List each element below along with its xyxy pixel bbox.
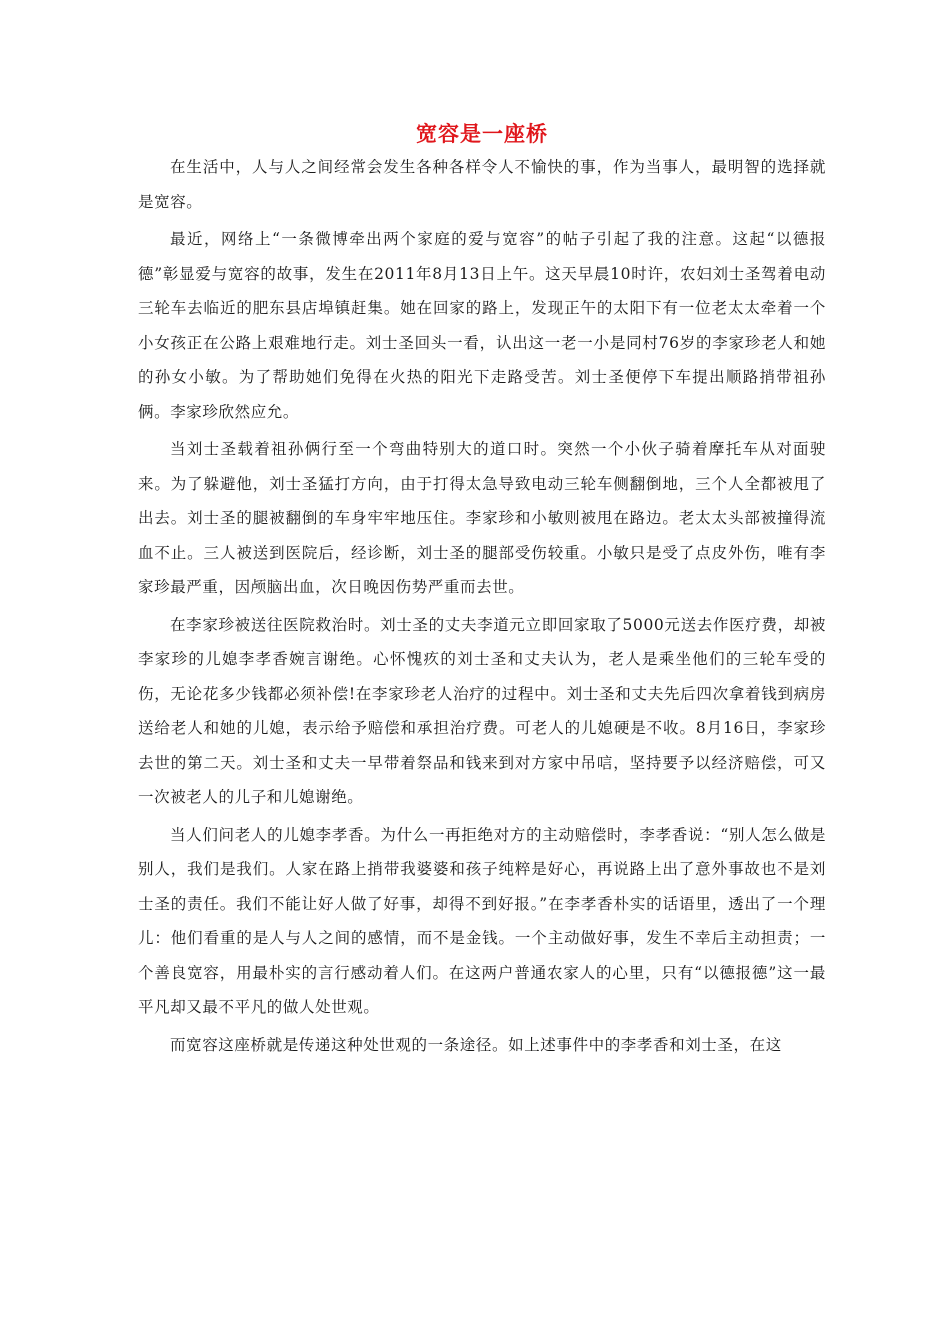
paragraph-2: 最近，网络上“一条微博牵出两个家庭的爱与宽容”的帖子引起了我的注意。这起“以德报德”彰显爱与宽容的故事，发生在2011年8月13日上午。这天早晨10时许，农妇刘士圣驾着电动三轮车去临近的肥东县店埠镇赶集。她在回家的路上，发现正午的太阳下有一位老太太牵着一个小女孩正在公路上艰难地行走。刘士圣回头一看，认出这一老一小是同村76岁的李家珍老人和她的孙女小敏。为了帮助她们免得在火热的阳光下走路受苦。刘士圣便停下车提出顺路捎带祖孙俩。李家珍欣然应允。: [138, 230, 826, 421]
paragraph-5: 当人们问老人的儿媳李孝香。为什么一再拒绝对方的主动赔偿时，李孝香说：“别人怎么做是别人，我们是我们。人家在路上捎带我婆婆和孩子纯粹是好心，再说路上出了意外事故也不是刘士圣的责任。我们不能让好人做了好事，却得不到好报。”在李孝香朴实的话语里，透出了一个理儿：他们看重的是人与人之间的感情，而不是金钱。一个主动做好事，发生不幸后主动担责；一个善良宽容，用最朴实的言行感动着人们。在这两户普通农家人的心里，只有“以德报德”这一最平凡却又最不平凡的做人处世观。: [138, 825, 826, 1016]
document-body: [138, 150, 826, 1062]
document-page: [138, 118, 826, 1065]
document-title: 宽容是一座桥: [416, 121, 548, 146]
paragraph-4: 在李家珍被送往医院救治时。刘士圣的丈夫李道元立即回家取了5000元送去作医疗费，却被李家珍的儿媳李孝香婉言谢绝。心怀愧疚的刘士圣和丈夫认为，老人是乘坐他们的三轮车受的伤，无论花多少钱都必须补偿!在李家珍老人治疗的过程中。刘士圣和丈夫先后四次拿着钱到病房送给老人和她的儿媳，表示给予赔偿和承担治疗费。可老人的儿媳硬是不收。8月16日，李家珍去世的第二天。刘士圣和丈夫一早带着祭品和钱来到对方家中吊唁，坚持要予以经济赔偿，可又一次被老人的儿子和儿媳谢绝。: [138, 615, 826, 806]
paragraph-6: 而宽容这座桥就是传递这种处世观的一条途径。如上述事件中的李孝香和刘士圣，在这: [170, 1035, 782, 1054]
paragraph-1: 在生活中，人与人之间经常会发生各种各样令人不愉快的事，作为当事人，最明智的选择就是宽容。: [138, 158, 826, 211]
paragraph-3: 当刘士圣载着祖孙俩行至一个弯曲特别大的道口时。突然一个小伙子骑着摩托车从对面驶来。为了躲避他，刘士圣猛打方向，由于打得太急导致电动三轮车侧翻倒地，三个人全都被甩了出去。刘士圣的腿被翻倒的车身牢牢地压住。李家珍和小敏则被甩在路边。老太太头部被撞得流血不止。三人被送到医院后，经诊断，刘士圣的腿部受伤较重。小敏只是受了点皮外伤，唯有李家珍最严重，因颅脑出血，次日晚因伤势严重而去世。: [138, 440, 826, 596]
